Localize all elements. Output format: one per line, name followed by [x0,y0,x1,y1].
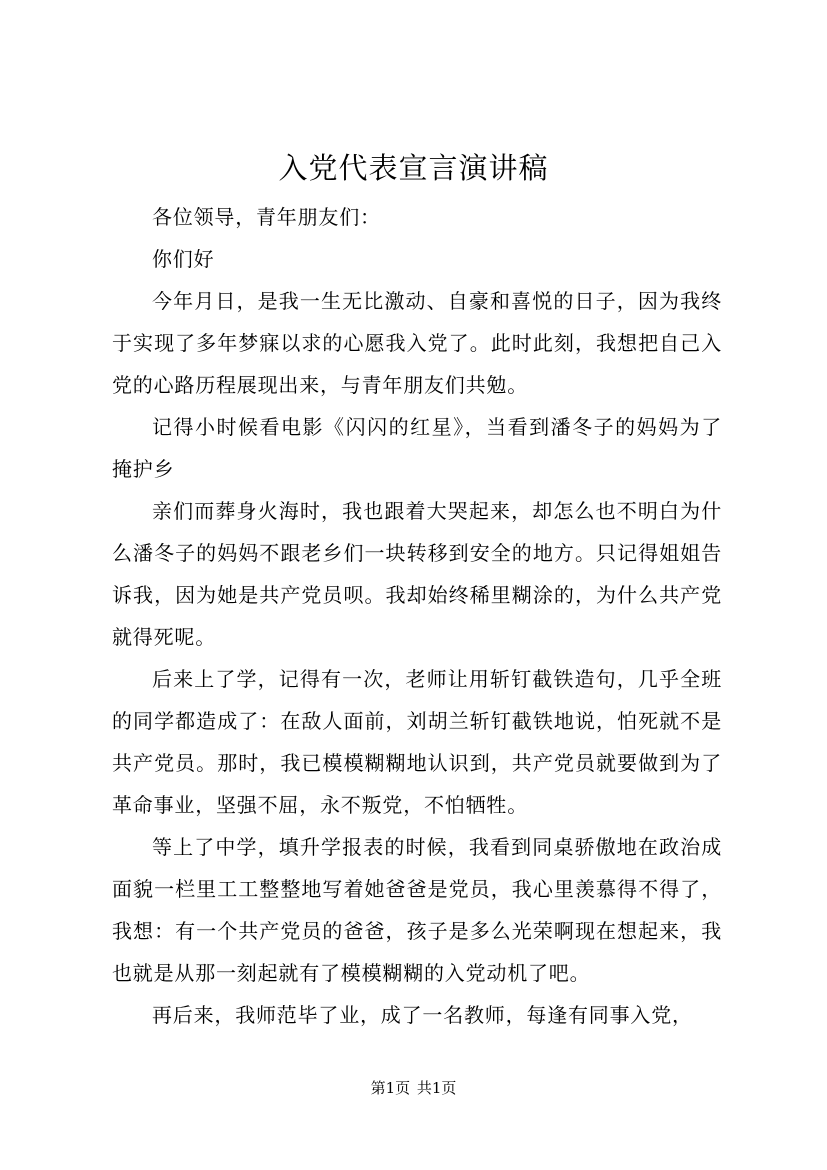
page-number: 第1页 [370,1079,411,1097]
paragraph-1: 今年月日，是我一生无比激动、自豪和喜悦的日子，因为我终于实现了多年梦寐以求的心愿我入党了。此时此刻，我想把自己入党的心路历程展现出来，与青年朋友们共勉。 [112,289,722,397]
page-footer [0,1078,827,1098]
total-pages: 共1页 [416,1079,457,1097]
paragraph-4: 后来上了学，记得有一次，老师让用斩钉截铁造句，几乎全班的同学都造成了：在敌人面前，刘胡兰斩钉截铁地说，怕死就不是共产党员。那时，我已模模糊糊地认识到，共产党员就要做到为了革命事业，坚强不屈，永不叛党，不怕牺牲。 [112,667,722,817]
paragraph-3: 亲们而葬身火海时，我也跟着大哭起来，却怎么也不明白为什么潘冬子的妈妈不跟老乡们一块转移到安全的地方。只记得姐姐告诉我，因为她是共产党员呗。我却始终稀里糊涂的，为什么共产党就得死呢。 [112,499,722,649]
paragraph-2: 记得小时候看电影《闪闪的红星》，当看到潘冬子的妈妈为了掩护乡 [112,415,722,481]
document-title: 入党代表宣言演讲稿 [278,151,549,185]
document-body [112,196,722,1036]
paragraph-hello: 你们好 [152,247,215,271]
paragraph-5: 等上了中学，填升学报表的时候，我看到同桌骄傲地在政治成面貌一栏里工工整整地写着她爸爸是党员，我心里羡慕得不得了，我想：有一个共产党员的爸爸，孩子是多么光荣啊现在想起来，我也就是从那一刻起就有了模模糊糊的入党动机了吧。 [112,835,722,985]
paragraph-greeting: 各位领导，青年朋友们： [152,205,381,229]
paragraph-6: 再后来，我师范毕了业，成了一名教师，每逢有同事入党， [152,1003,693,1027]
